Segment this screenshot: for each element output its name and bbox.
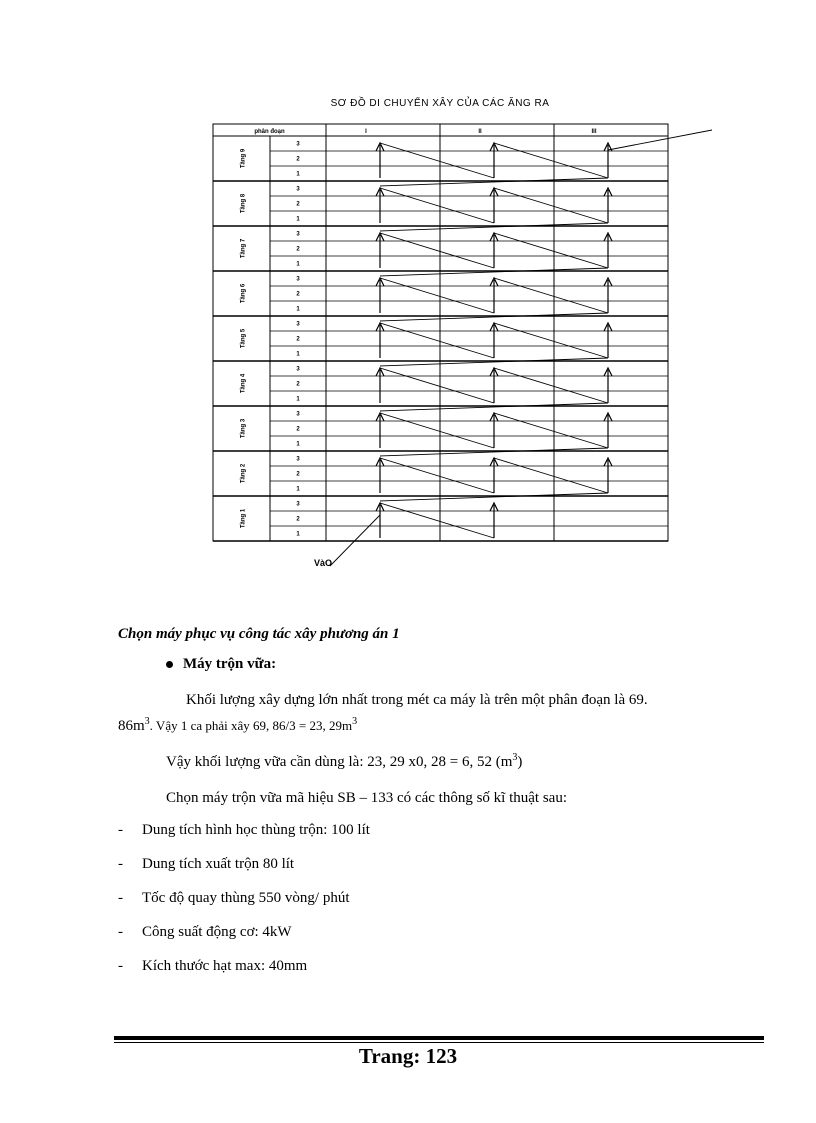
column-label: III — [591, 129, 597, 135]
floor-label: Tầng 7 — [240, 238, 247, 259]
movement-diagonal — [494, 188, 608, 223]
column-label: II — [478, 129, 482, 135]
text-fragment: Vậy khối lượng vữa cần dùng là: 23, 29 x0, 28 = 6, 52 (m — [166, 754, 513, 770]
floor-transition-line — [380, 493, 608, 501]
paragraph-2 — [166, 752, 522, 772]
superscript: 3 — [352, 716, 358, 727]
movement-diagonal — [494, 278, 608, 313]
floor-label: Tầng 9 — [240, 148, 247, 169]
paragraph-1-line-2 — [118, 716, 357, 736]
floor-transition-line — [380, 178, 608, 186]
sub-level-label: 2 — [296, 471, 300, 478]
floor-transition-line — [380, 448, 608, 456]
sub-level-label: 2 — [296, 516, 300, 523]
footer-rule-thick — [114, 1036, 764, 1040]
header-label: phân đoạn — [254, 129, 285, 135]
movement-diagonal — [380, 233, 494, 268]
dash-icon: - — [118, 822, 123, 838]
sub-level-label: 2 — [296, 426, 300, 433]
start-label: VàO — [314, 558, 333, 568]
floor-transition-line — [380, 358, 608, 366]
sub-level-label: 3 — [296, 456, 300, 463]
sub-level-label: 2 — [296, 246, 300, 253]
pointer-line — [608, 130, 712, 150]
superscript: 3 — [144, 716, 150, 727]
sub-level-label: 1 — [296, 531, 300, 538]
sub-level-label: 1 — [296, 216, 300, 223]
movement-diagonal — [380, 188, 494, 223]
spec-item — [118, 890, 349, 907]
spec-text: Công suất động cơ: 4kW — [142, 924, 292, 940]
sub-level-label: 3 — [296, 321, 300, 328]
sub-level-label: 3 — [296, 411, 300, 418]
movement-diagonal — [380, 413, 494, 448]
sub-level-label: 1 — [296, 306, 300, 313]
column-label: I — [365, 129, 367, 135]
movement-diagonal — [494, 233, 608, 268]
sub-level-label: 3 — [296, 276, 300, 283]
floor-transition-line — [380, 268, 608, 276]
sub-level-label: 3 — [296, 366, 300, 373]
floor-label: Tầng 2 — [240, 463, 247, 484]
floor-transition-line — [380, 313, 608, 321]
bullet-label: Máy trộn vữa: — [183, 656, 277, 672]
movement-diagonal — [380, 368, 494, 403]
sub-level-label: 3 — [296, 231, 300, 238]
sub-level-label: 1 — [296, 261, 300, 268]
sub-level-label: 1 — [296, 396, 300, 403]
spec-text: Tốc độ quay thùng 550 vòng/ phút — [142, 890, 350, 906]
sub-level-label: 3 — [296, 141, 300, 148]
spec-text: Kích thước hạt max: 40mm — [142, 958, 308, 974]
sub-level-label: 1 — [296, 171, 300, 178]
text-fragment: ) — [517, 754, 523, 770]
paragraph-1-line-1: Khối lượng xây dựng lớn nhất trong mét ca máy là trên một phân đoạn là 69. — [186, 692, 648, 708]
sub-level-label: 3 — [296, 501, 300, 508]
floor-label: Tầng 3 — [240, 418, 247, 439]
spec-item — [118, 856, 294, 873]
movement-diagonal — [494, 143, 608, 178]
movement-diagonal — [380, 503, 494, 538]
text-fragment: 86m — [118, 718, 145, 734]
movement-diagonal — [494, 413, 608, 448]
sub-level-label: 2 — [296, 156, 300, 163]
movement-diagonal — [494, 323, 608, 358]
text-fragment: . Vậy 1 ca phải xây 69, 86/3 = 23, 29m — [149, 718, 353, 733]
dash-icon: - — [118, 958, 123, 974]
page-number: Trang: 123 — [358, 1044, 458, 1068]
bullet-item — [166, 656, 276, 673]
dash-icon: - — [118, 856, 123, 872]
sub-level-label: 2 — [296, 291, 300, 298]
movement-diagonal — [380, 458, 494, 493]
floor-transition-line — [380, 403, 608, 411]
movement-diagonal — [494, 368, 608, 403]
movement-diagonal — [380, 323, 494, 358]
movement-diagonal — [380, 278, 494, 313]
sub-level-label: 2 — [296, 336, 300, 343]
movement-diagonal — [494, 458, 608, 493]
paragraph-3: Chọn máy trộn vữa mã hiệu SB – 133 có các thông số kĩ thuật sau: — [166, 790, 567, 806]
floor-label: Tầng 5 — [240, 328, 247, 349]
floor-transition-line — [380, 223, 608, 231]
sub-level-label: 3 — [296, 186, 300, 193]
sub-level-label: 1 — [296, 486, 300, 493]
floor-label: Tầng 4 — [240, 373, 247, 394]
diagram-title: SƠ ĐỒ DI CHUYỂN XÂY CỦA CÁC ĂNG RA — [330, 98, 550, 109]
footer-rule-thin — [114, 1042, 764, 1043]
sub-level-label: 2 — [296, 381, 300, 388]
movement-diagonal — [380, 143, 494, 178]
floor-label: Tầng 6 — [240, 283, 247, 304]
spec-text: Dung tích hình học thùng trộn: 100 lít — [142, 822, 370, 838]
spec-item — [118, 958, 307, 975]
dash-icon: - — [118, 924, 123, 940]
bullet-dot-icon — [166, 661, 173, 668]
superscript: 3 — [512, 752, 518, 763]
floor-label: Tầng 8 — [240, 193, 247, 214]
section-heading: Chọn máy phục vụ công tác xây phương án 1 — [118, 626, 400, 642]
sub-level-label: 1 — [296, 441, 300, 448]
spec-item — [118, 924, 292, 941]
spec-item — [118, 822, 370, 839]
dash-icon: - — [118, 890, 123, 906]
sub-level-label: 2 — [296, 201, 300, 208]
spec-text: Dung tích xuất trộn 80 lít — [142, 856, 295, 872]
sub-level-label: 1 — [296, 351, 300, 358]
floor-label: Tầng 1 — [240, 508, 247, 529]
